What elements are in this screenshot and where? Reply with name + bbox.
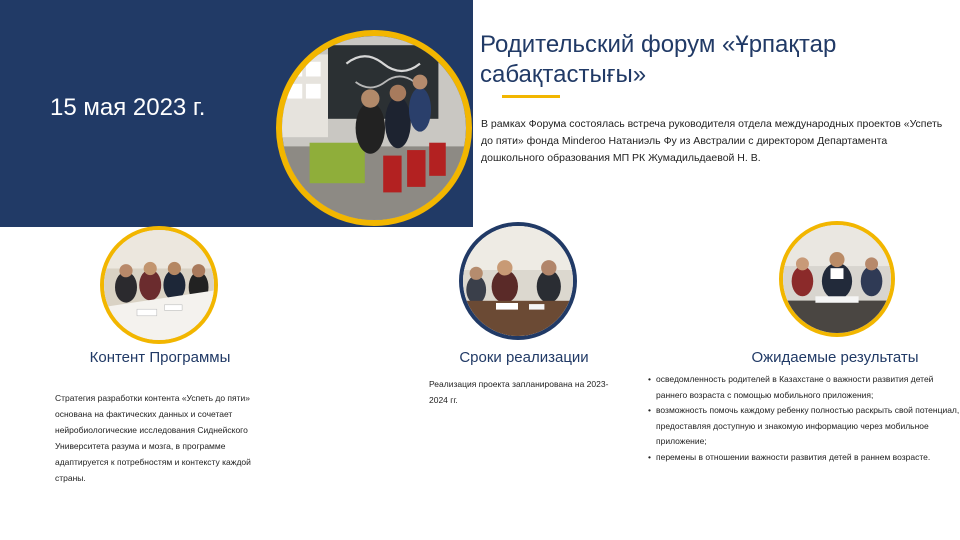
results-item: • возможность помочь каждому ребенку полностью раскрыть свой потенциал, предоставляя доступную и знакомую информацию через мобильное приложение; [646,403,960,450]
timeline-text: Реализация проекта запланирована на 2023-2024 гг. [429,379,609,405]
results-title: Ожидаемые результаты [751,349,919,366]
event-date: 15 мая 2023 г. [50,94,206,121]
content-photo [100,226,218,344]
content-text: Стратегия разработки контента «Успеть до пяти» основана на фактических данных и сочетает нейробиологические исследования Сиднейского Университета разума и мозга, в программе адаптируется к потребностям и контексту каждой страны. [55,393,251,483]
content-title: Контент Программы [89,349,231,366]
results-item: • осведомленность родителей в Казахстане о важности развития детей раннего возраста с помощью мобильного приложения; [646,372,960,403]
intro-text: В рамках Форума состоялась встреча руководителя отдела международных проектов «Успеть до пяти» фонда Minderoo Натаниэль Фу из Австралии с директором Департамента дошкольного образования МП РК Жумадильдаевой Н. В. [481,118,943,164]
timeline-photo [459,222,577,340]
results-photo [779,221,895,337]
timeline-title: Сроки реализации [459,349,589,366]
results-item: • перемены в отношении важности развития детей в раннем возрасте. [646,450,960,466]
results-list [646,372,960,465]
title-underline [502,95,560,98]
page-title: Родительский форум «Ұрпақтар сабақтастығы» [480,31,837,88]
main-event-photo [276,30,472,226]
